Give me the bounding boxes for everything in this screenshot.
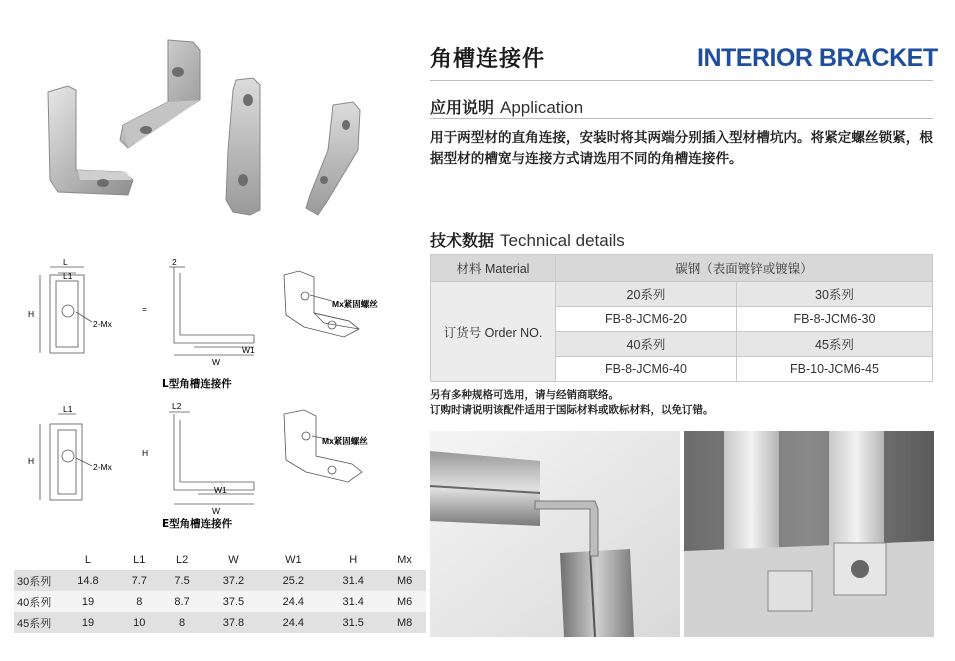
e-type-caption: E型角槽连接件: [162, 518, 233, 530]
material-value: 碳钢（表面镀锌或镀镍）: [556, 255, 933, 282]
table-cell: 24.4: [263, 591, 323, 612]
order-label: 订货号 Order NO.: [431, 282, 556, 382]
material-row: [431, 255, 933, 282]
e-type-diagram: [14, 400, 429, 540]
table-cell: 8: [161, 612, 204, 633]
dim-H-side: H: [142, 448, 149, 458]
note-line-2: 订购时请说明该配件适用于国际材料或欧标材料，以免订错。: [430, 404, 714, 416]
table-cell: 31.4: [323, 591, 383, 612]
table-row: [14, 570, 426, 591]
col-header: W1: [263, 549, 323, 570]
application-heading-en: Application: [500, 98, 584, 117]
table-cell: 24.4: [263, 612, 323, 633]
order-row: [431, 282, 933, 307]
table-cell: 37.5: [203, 591, 263, 612]
table-cell: 8: [118, 591, 161, 612]
dimension-header-row: [14, 549, 426, 570]
dim-L: L: [63, 257, 68, 267]
technical-heading-en: Technical details: [500, 231, 625, 250]
application-heading: [430, 95, 583, 118]
dim-W1: W1: [242, 345, 255, 355]
screw-label: Mx紧固螺丝: [322, 436, 368, 446]
dim-L2: L2: [172, 401, 182, 411]
table-cell: 19: [58, 612, 118, 633]
screw-label: Mx紧固螺丝: [332, 299, 378, 309]
application-text: 用于两型材的直角连接，安装时将其两端分别插入型材槽坑内。将紧定螺丝锁紧，根据型材的槽宽与连接方式请选用不同的角槽连接件。: [430, 130, 933, 167]
table-cell: 37.2: [203, 570, 263, 591]
application-divider: [430, 118, 933, 119]
table-cell: M6: [383, 591, 426, 612]
order-cell: 20系列: [556, 282, 737, 307]
dim-L2: 2: [172, 257, 177, 267]
table-cell: 7.7: [118, 570, 161, 591]
order-cell: FB-8-JCM6-30: [736, 307, 932, 332]
dim-2mx: 2-Mx: [93, 462, 112, 472]
dim-L1: L1: [63, 271, 73, 281]
order-cell: FB-10-JCM6-45: [736, 357, 932, 382]
table-row: [14, 591, 426, 612]
table-cell: 19: [58, 591, 118, 612]
dim-L1: L1: [63, 404, 73, 414]
order-cell: 40系列: [556, 332, 737, 357]
col-header: L2: [161, 549, 204, 570]
table-cell: 8.7: [161, 591, 204, 612]
table-cell: M8: [383, 612, 426, 633]
row-label: 40系列: [14, 591, 58, 612]
l-type-diagram: [14, 255, 429, 400]
order-cell: FB-8-JCM6-20: [556, 307, 737, 332]
technical-heading: [430, 228, 625, 251]
order-cell: FB-8-JCM6-40: [556, 357, 737, 382]
order-cell: 45系列: [736, 332, 932, 357]
col-header: W: [203, 549, 263, 570]
dim-H: H: [28, 456, 35, 466]
col-header: Mx: [383, 549, 426, 570]
application-heading-cn: 应用说明: [430, 98, 495, 117]
dim-2mx: 2-Mx: [93, 319, 112, 329]
table-cell: 25.2: [263, 570, 323, 591]
technical-heading-cn: 技术数据: [430, 231, 495, 250]
product-photo: [28, 30, 408, 230]
col-header: [14, 549, 58, 570]
technical-table: [430, 254, 933, 382]
dim-W: W: [212, 357, 221, 367]
col-header: L1: [118, 549, 161, 570]
note-line-1: 另有多种规格可选用，请与经销商联络。: [430, 389, 619, 401]
row-label: 30系列: [14, 570, 58, 591]
table-cell: 31.4: [323, 570, 383, 591]
header-divider: [430, 80, 933, 81]
table-cell: M6: [383, 570, 426, 591]
dim-eq-mark: =: [142, 304, 147, 314]
application-photo-1: [430, 431, 680, 637]
order-cell: 30系列: [736, 282, 932, 307]
col-header: H: [323, 549, 383, 570]
title-en: INTERIOR BRACKET: [697, 44, 938, 72]
table-cell: 10: [118, 612, 161, 633]
dimension-table: [14, 549, 426, 633]
table-row: [14, 612, 426, 633]
l-type-caption: L型角槽连接件: [162, 378, 232, 390]
application-photo-2: [684, 431, 934, 637]
dim-W: W: [212, 506, 221, 516]
dim-H: H: [28, 309, 35, 319]
table-cell: 31.5: [323, 612, 383, 633]
table-cell: 7.5: [161, 570, 204, 591]
screw-hole: [62, 305, 74, 317]
title-cn: 角槽连接件: [430, 47, 546, 72]
table-cell: 14.8: [58, 570, 118, 591]
col-header: L: [58, 549, 118, 570]
dim-W1: W1: [214, 485, 227, 495]
material-label: 材料 Material: [431, 255, 556, 282]
table-cell: 37.8: [203, 612, 263, 633]
row-label: 45系列: [14, 612, 58, 633]
